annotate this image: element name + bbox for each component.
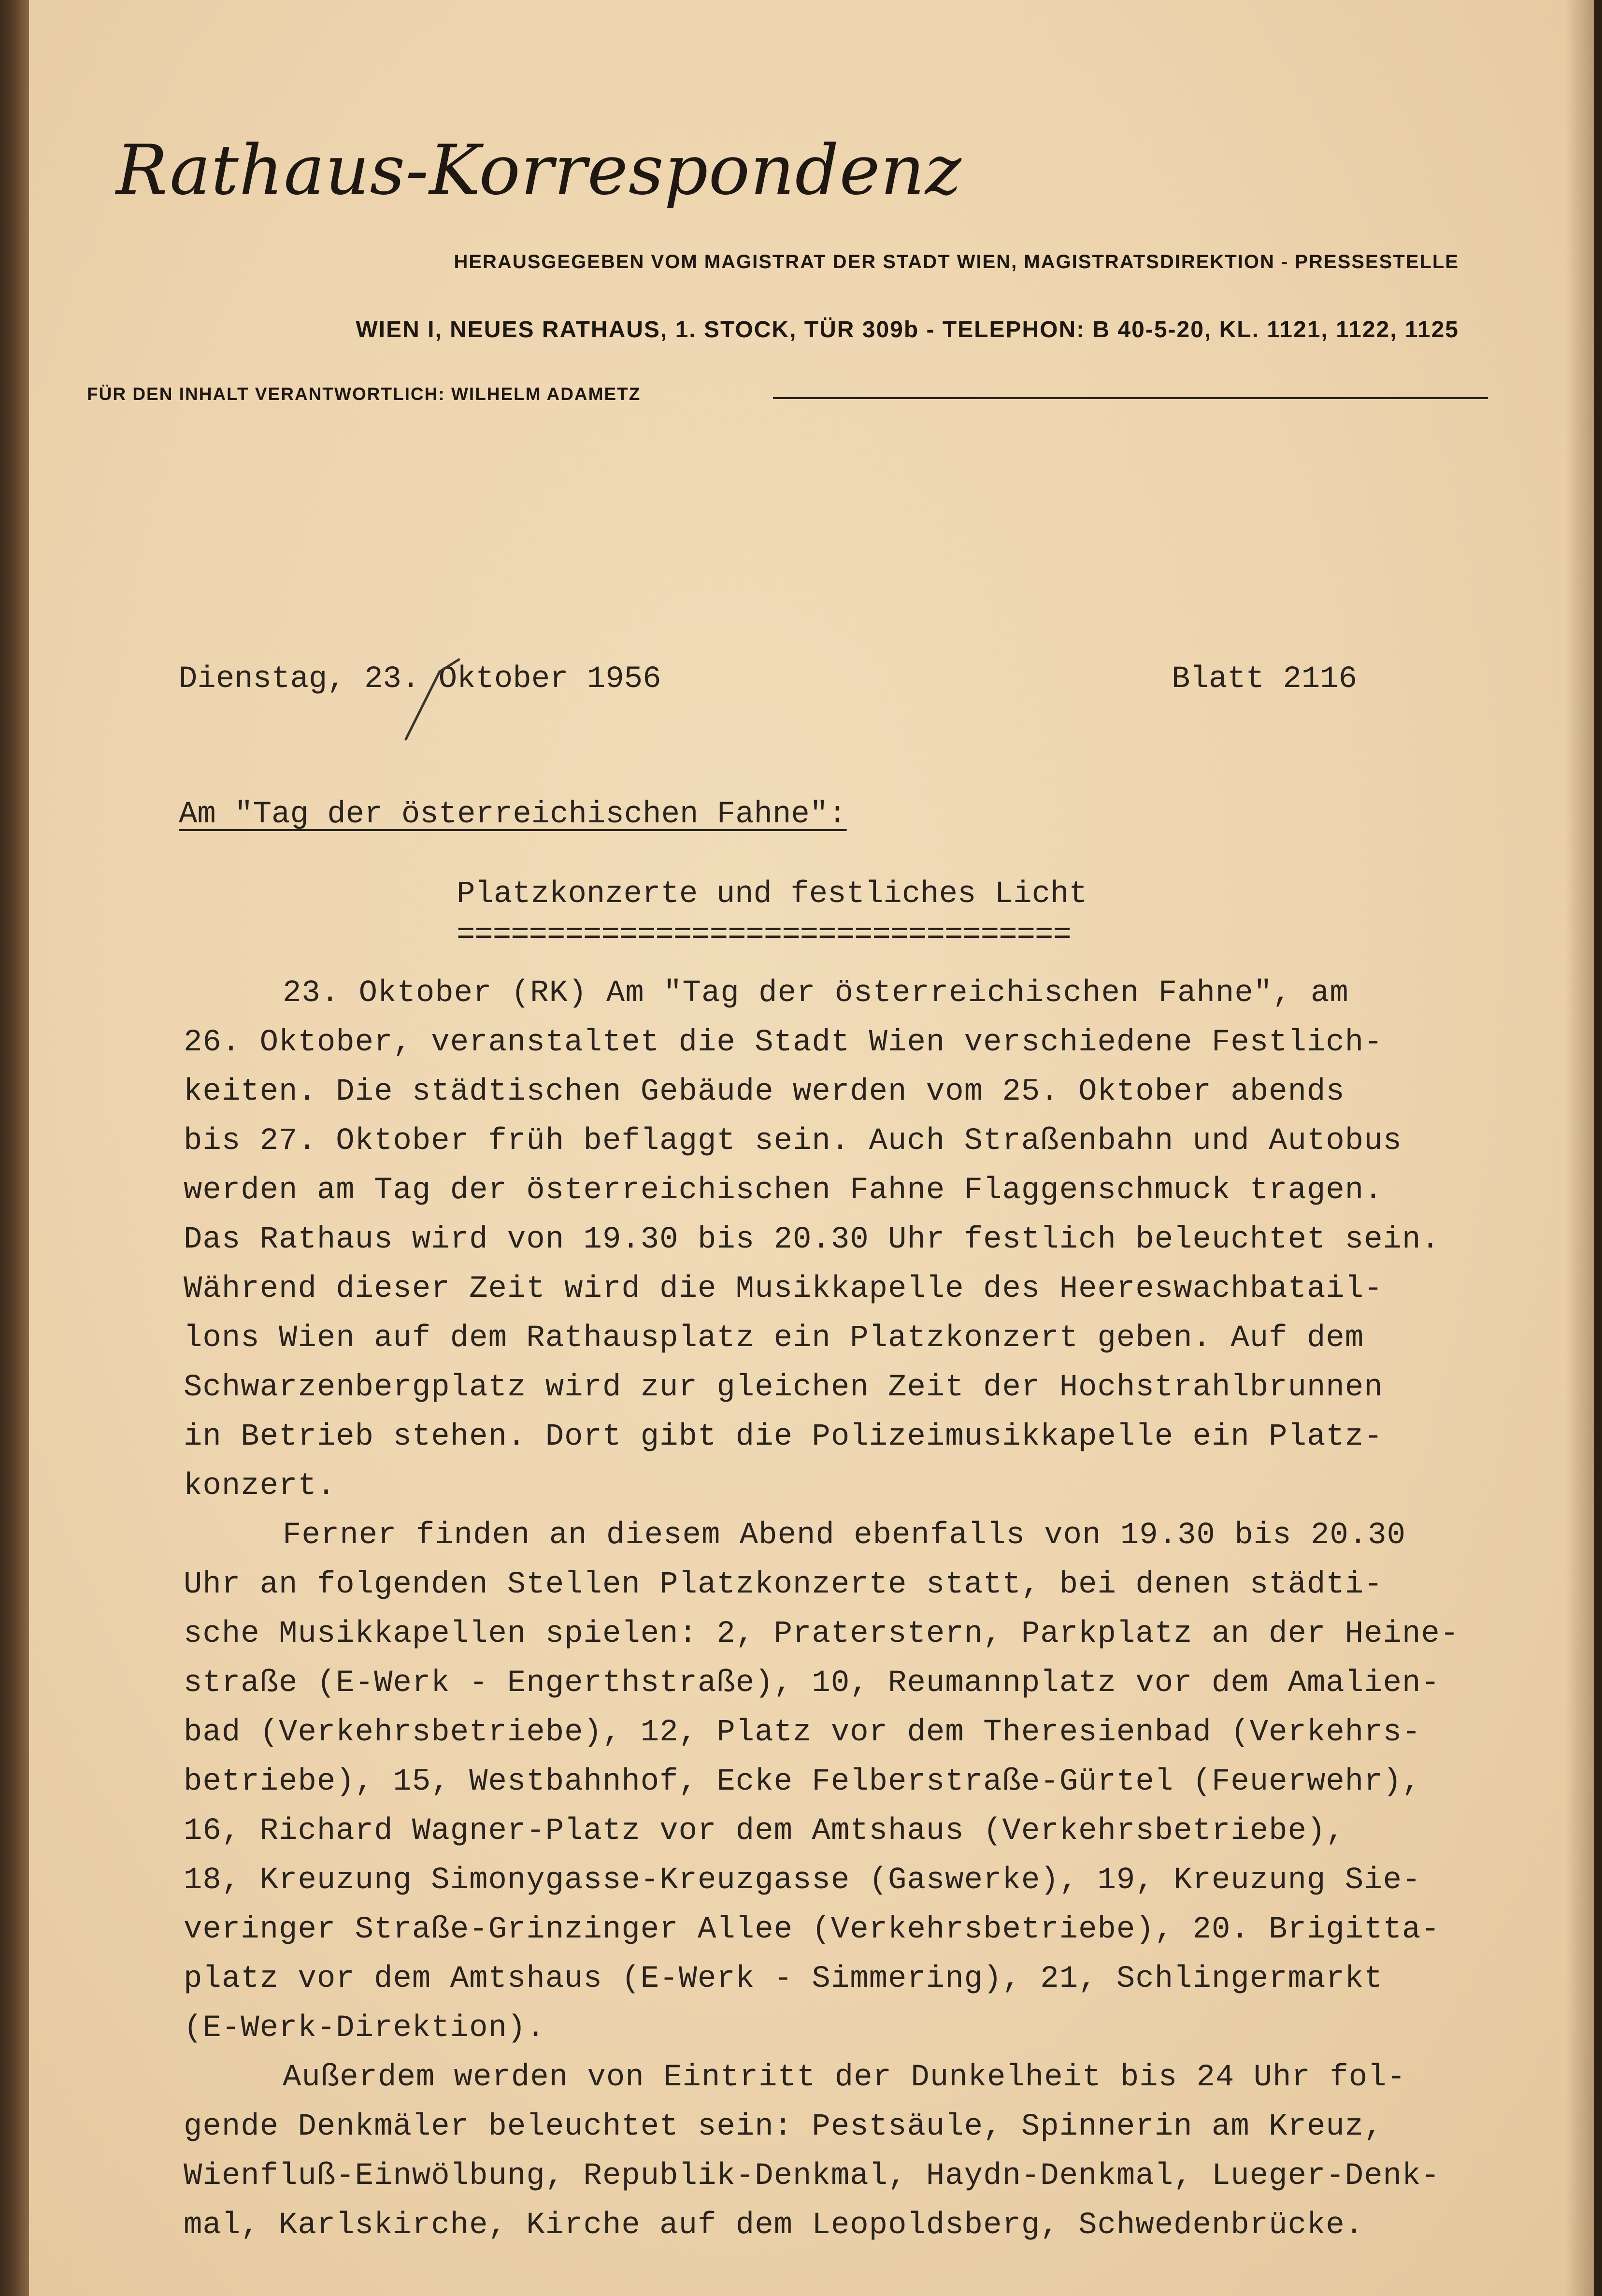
body-line: keiten. Die städtischen Gebäude werden vom 25. Oktober abends <box>184 1075 1345 1109</box>
body-line: lons Wien auf dem Rathausplatz ein Platzkonzert geben. Auf dem <box>184 1321 1364 1356</box>
responsible-line: FÜR DEN INHALT VERANTWORTLICH: WILHELM ADAMETZ <box>87 384 641 404</box>
body-line: konzert. <box>184 1469 336 1504</box>
body-line: platz vor dem Amtshaus (E-Werk - Simmering), 21, Schlingermarkt <box>184 1962 1383 1996</box>
body-line: 26. Oktober, veranstaltet die Stadt Wien verschiedene Festlich- <box>184 1025 1383 1060</box>
page-outer-edge <box>1594 0 1602 2296</box>
article-headline: Platzkonzerte und festliches Licht <box>457 877 1087 912</box>
body-line: 18, Kreuzung Simonygasse-Kreuzgasse (Gaswerke), 19, Kreuzung Sie- <box>184 1863 1421 1898</box>
body-line: Wienfluß-Einwölbung, Republik-Denkmal, Haydn-Denkmal, Lueger-Denk- <box>184 2159 1440 2194</box>
article-kicker: Am "Tag der österreichischen Fahne": <box>179 797 847 832</box>
sheet-number: Blatt 2116 <box>1172 662 1358 697</box>
headline-double-rule: ================================== <box>457 918 1071 953</box>
body-line: Uhr an folgenden Stellen Platzkonzerte statt, bei denen städti- <box>184 1567 1383 1602</box>
body-line: mal, Karlskirche, Kirche auf dem Leopoldsberg, Schwedenbrücke. <box>184 2208 1364 2243</box>
body-line: straße (E-Werk - Engerthstraße), 10, Reumannplatz vor dem Amalien- <box>184 1666 1440 1701</box>
body-line: gende Denkmäler beleuchtet sein: Pestsäule, Spinnerin am Kreuz, <box>184 2109 1383 2144</box>
responsible-rule <box>773 397 1488 399</box>
body-line: Schwarzenbergplatz wird zur gleichen Zeit der Hochstrahlbrunnen <box>184 1370 1383 1405</box>
address-line: WIEN I, NEUES RATHAUS, 1. STOCK, TÜR 309b - TELEPHON: B 40-5-20, KL. 1121, 1122, 1125 <box>356 317 1459 343</box>
body-line: Außerdem werden von Eintritt der Dunkelheit bis 24 Uhr fol- <box>283 2060 1406 2095</box>
body-line: betriebe), 15, Westbahnhof, Ecke Felberstraße-Gürtel (Feuerwehr), <box>184 1765 1421 1799</box>
body-line: 16, Richard Wagner-Platz vor dem Amtshaus (Verkehrsbetriebe), <box>184 1814 1345 1849</box>
body-line: sche Musikkapellen spielen: 2, Praterstern, Parkplatz an der Heine- <box>184 1617 1459 1651</box>
body-line: werden am Tag der österreichischen Fahne Flaggenschmuck tragen. <box>184 1173 1383 1208</box>
document-page <box>29 0 1594 2296</box>
body-line: Das Rathaus wird von 19.30 bis 20.30 Uhr festlich beleuchtet sein. <box>184 1222 1440 1257</box>
body-line: Ferner finden an diesem Abend ebenfalls von 19.30 bis 20.30 <box>283 1518 1406 1553</box>
page-edge-shadow <box>1565 0 1594 2296</box>
body-line: (E-Werk-Direktion). <box>184 2011 545 2046</box>
body-line: Während dieser Zeit wird die Musikkapelle des Heereswachbatail- <box>184 1272 1383 1306</box>
body-line: bad (Verkehrsbetriebe), 12, Platz vor dem Theresienbad (Verkehrs- <box>184 1715 1421 1750</box>
masthead-title: Rathaus-Korrespondenz <box>116 130 962 210</box>
publisher-line: HERAUSGEGEBEN VOM MAGISTRAT DER STADT WIEN, MAGISTRATSDIREKTION - PRESSESTELLE <box>454 251 1459 273</box>
body-line: 23. Oktober (RK) Am "Tag der österreichischen Fahne", am <box>283 976 1349 1011</box>
pencil-check-mark <box>401 657 464 754</box>
body-line: bis 27. Oktober früh beflaggt sein. Auch Straßenbahn und Autobus <box>184 1124 1402 1159</box>
body-line: veringer Straße-Grinzinger Allee (Verkehrsbetriebe), 20. Brigitta- <box>184 1912 1440 1947</box>
dateline: Dienstag, 23. Oktober 1956 <box>179 662 661 697</box>
body-line: in Betrieb stehen. Dort gibt die Polizeimusikkapelle ein Platz- <box>184 1420 1383 1454</box>
